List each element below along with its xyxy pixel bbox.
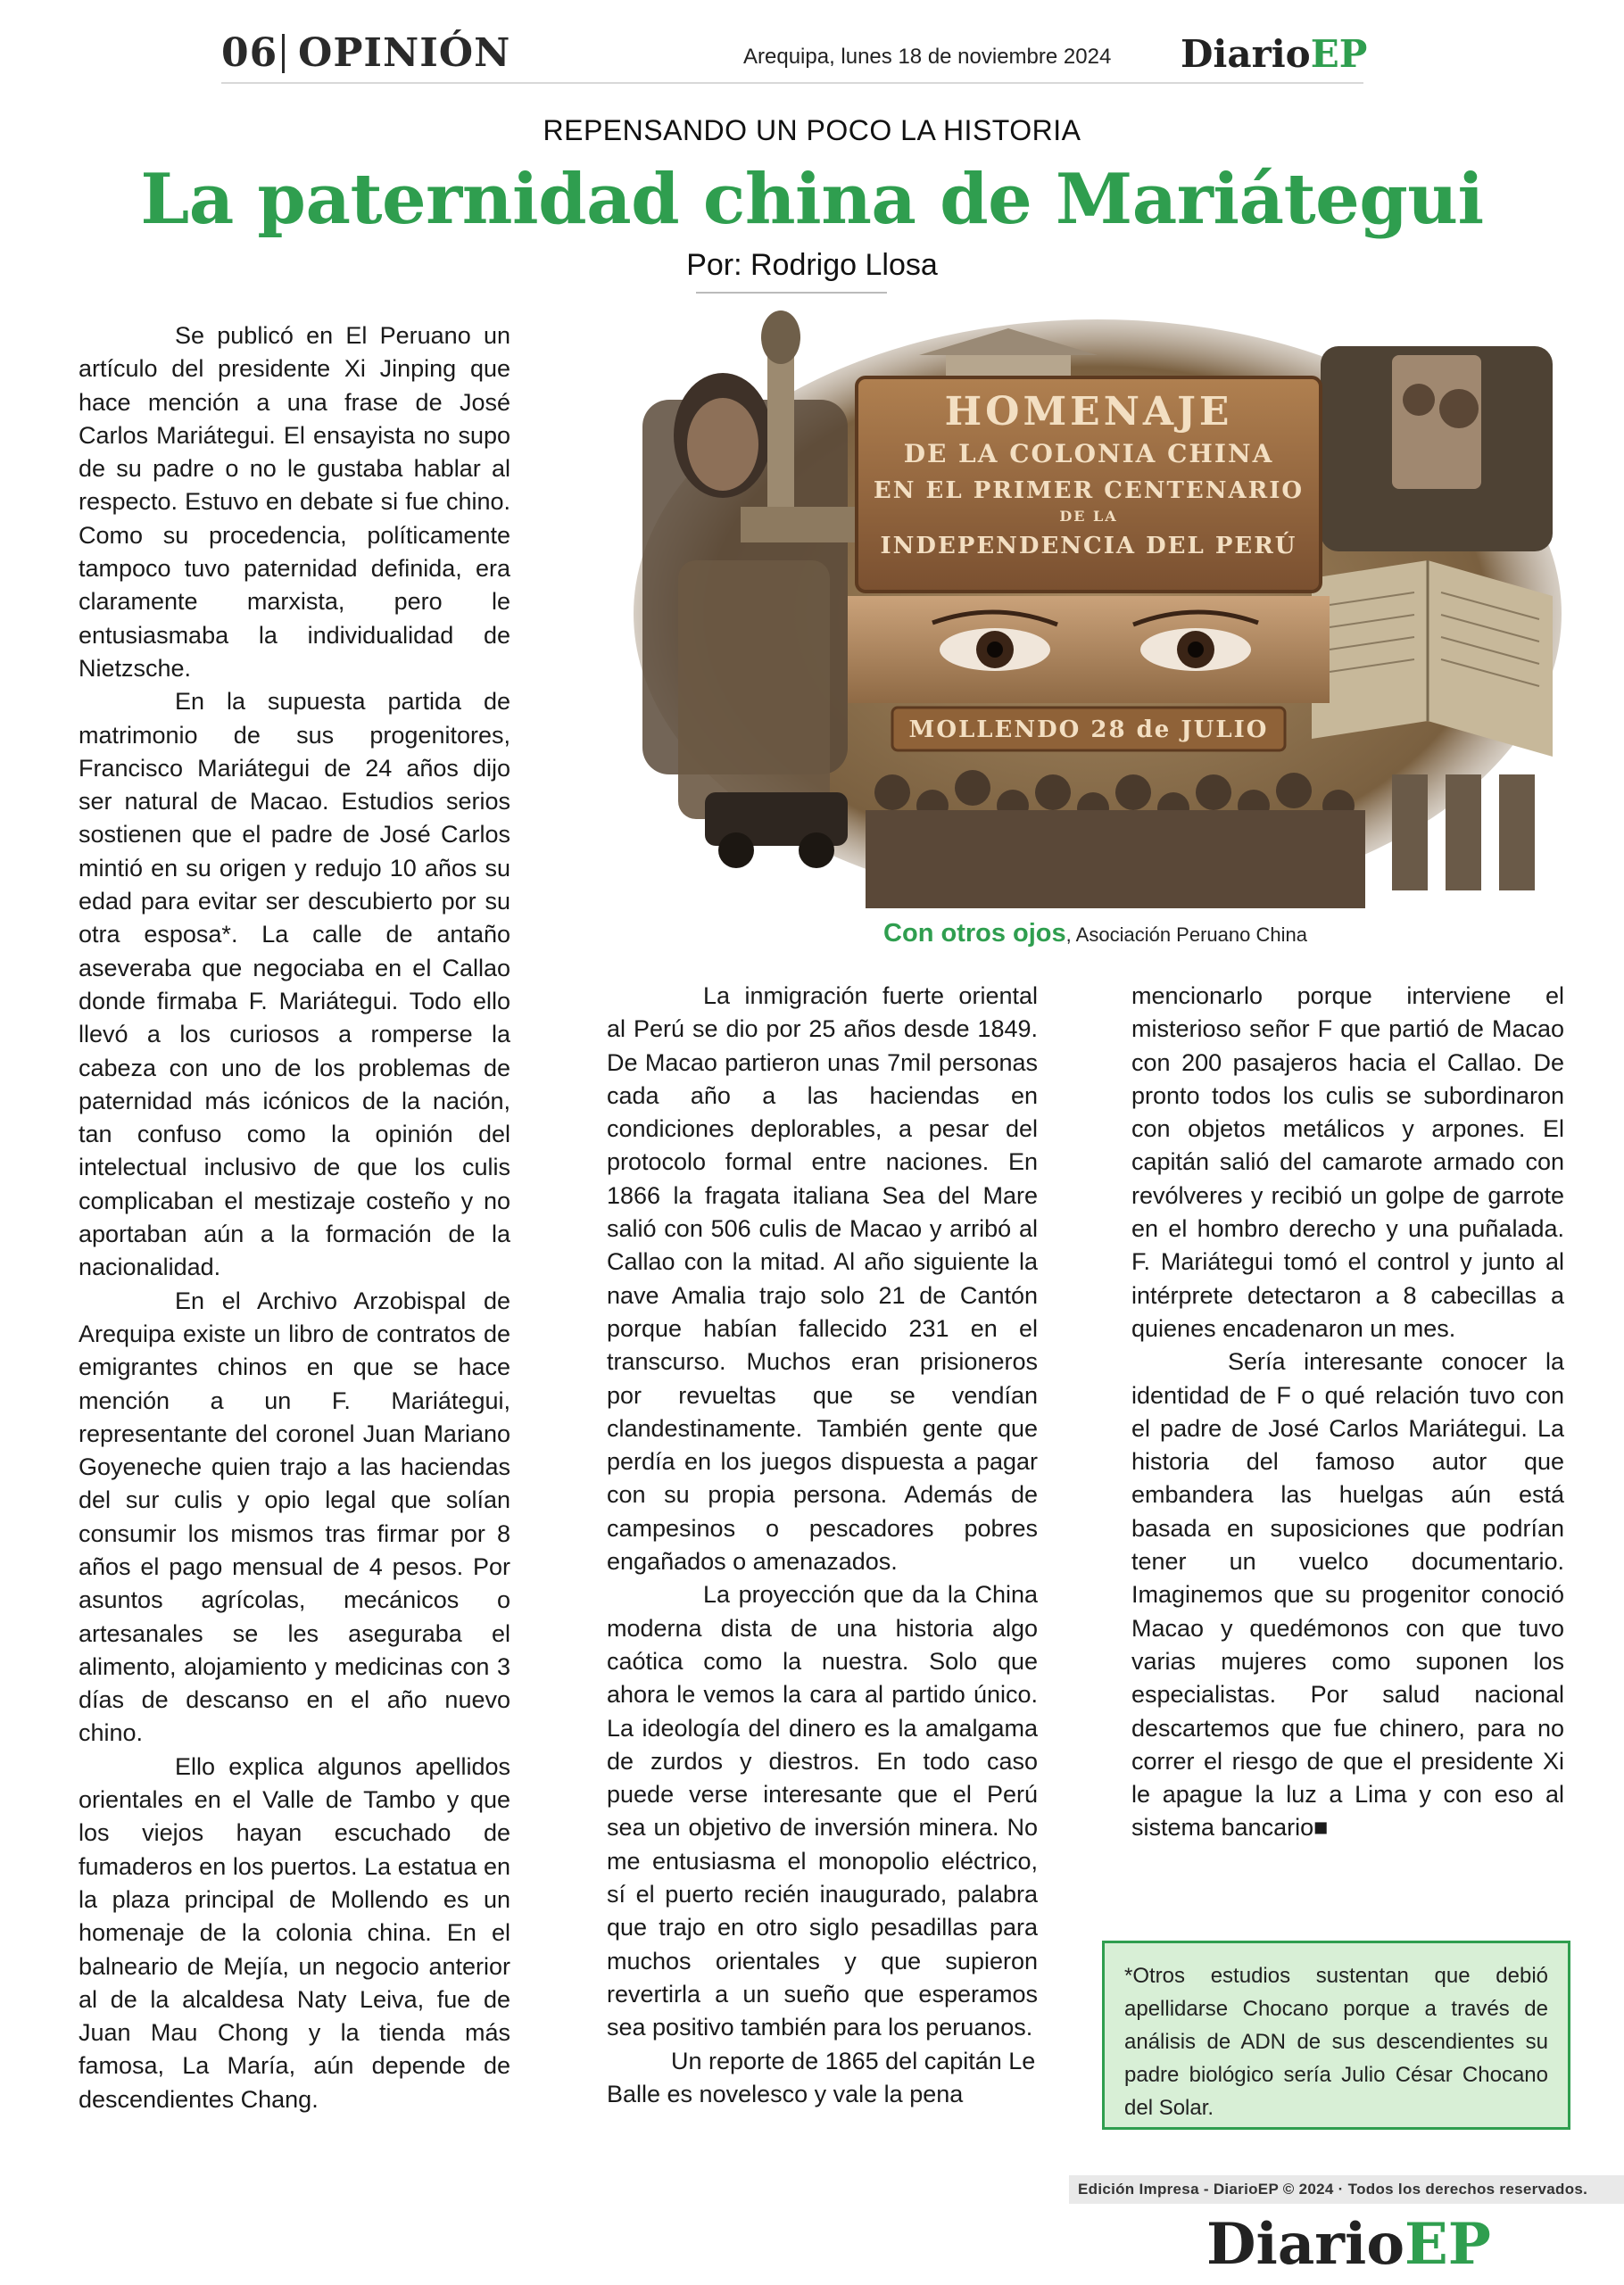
logo-accent: EP <box>1404 2211 1491 2278</box>
end-mark: ■ <box>1313 1814 1329 1842</box>
article-column-3 <box>1131 980 1564 1845</box>
article-column-2 <box>607 980 1038 2111</box>
logo-accent: EP <box>1310 32 1368 76</box>
collage-graphic <box>625 293 1566 917</box>
paragraph: En el Archivo Arzobispal de Arequipa existe un libro de contratos de emigrantes chinos en que se hace mención a un F. Mariátegui, representante del coronel Juan Mariano Goyeneche quien trajo a las haciendas del sur culis y opio legal que solían consumir los mismos tras firmar por 8 años el pago mensual de 4 pesos. Por asuntos agrícolas, mecánicos o artesanales se les aseguraba el alimento, alojamiento y medicinas con 3 días de descanso en el año nuevo chino. <box>79 1287 510 1747</box>
paragraph: En la supuesta partida de matrimonio de sus progenitores, Francisco Mariátegui de 24 años dijo ser natural de Macao. Estudios serios sostienen que el padre de José Carlos mintió en su origen y redujo 10 años su edad para evitar ser descubierto por su otra esposa*. La calle de antaño aseveraba que negociaba en el Callao donde firmaba F. Mariátegui. Todo ello llevó a los curiosos a romperse la cabeza con uno de los problemas de paternidad más icónicos de la nación, tan confuso como la opinión del intelectual inclusivo de que los culis complicaban el mestizaje costeño y no aportaban aún a la formación de la nacionalidad. <box>79 688 510 1281</box>
footer-logo <box>1206 2211 1491 2278</box>
collage-image <box>625 293 1566 917</box>
copyright-notice: Edición Impresa - DiarioEP © 2024 · Todos los derechos reservados. <box>1069 2175 1624 2204</box>
logo-main: Diario <box>1181 32 1311 76</box>
article-kicker: REPENSANDO UN POCO LA HISTORIA <box>543 114 1081 146</box>
paragraph <box>1131 1345 1564 1844</box>
article-headline: La paternidad china de Mariátegui <box>140 159 1484 240</box>
paragraph: Un reporte de 1865 del capitán Le Balle es novelesco y vale la pena <box>607 2047 1036 2107</box>
article-byline: Por: Rodrigo Llosa <box>686 248 938 282</box>
paragraph: La proyección que da la China moderna dista de una historia algo caótica como la nuestra. Solo que ahora le vemos la cara al partido único. La ideología del dinero es la amalgama de zurdos y diestros. En todo caso puede verse interesante que el Perú sea un objetivo de inversión minera. No me entusiasma el monopolio eléctrico, sí el puerto recién inaugurado, palabra que trajo en otro siglo pesadillas para muchos orientales y que supieron revertirla a un sueño que esperamos sea positivo también para los peruanos. <box>607 1581 1038 2041</box>
plaque-line-5: INDEPENDENCIA DEL PERÚ <box>880 533 1297 559</box>
header-logo <box>1181 32 1367 76</box>
section-divider <box>282 34 285 73</box>
paragraph: mencionarlo porque interviene el misterioso señor F que partió de Macao con 200 pasajeros hacia el Callao. De pronto todos los culis se subordinaron con objetos metálicos y arpones. El capitán salió del camarote armado con revólveres y recibió un golpe de garrote en el hombro derecho y una puñalada. F. Mariátegui tomó el control y junto al intérprete detectaron a 8 cabecillas a quienes encadenaron un mes. <box>1131 982 1564 1342</box>
dateline: Arequipa, lunes 18 de noviembre 2024 <box>743 45 1112 69</box>
caption-credit: , Asociación Peruano China <box>1065 923 1307 946</box>
caption-title: Con otros ojos <box>883 919 1066 948</box>
page-header <box>221 27 1368 84</box>
section-number: 06 <box>221 30 278 76</box>
section-name: OPINIÓN <box>298 30 511 76</box>
logo-main: Diario <box>1206 2211 1404 2278</box>
plaque-line-3: EN EL PRIMER CENTENARIO <box>873 477 1305 504</box>
footnote-box: *Otros estudios sustentan que debió apellidarse Chocano porque a través de análisis de ADN de sus descendientes su padre biológico sería Julio César Chocano del Solar. <box>1102 1941 1570 2130</box>
plaque-line-6: MOLLENDO 28 de JULIO <box>908 716 1269 743</box>
article-column-1 <box>79 319 510 2116</box>
plaque-line-1: HOMENAJE <box>944 389 1233 435</box>
paragraph-text: Sería interesante conocer la identidad de F o qué relación tuvo con el padre de José Carlos Mariátegui. La historia del famoso autor que embandera las huelgas aún está basada en suposiciones que podrían tener un vuelco documentario. Imaginemos que su progenitor conoció Macao y quedémonos con que tuvo varias mujeres como suponen los especialistas. Por salud nacional descartemos que fue chinero, para no correr el riesgo de que el presidente Xi le apague la luz a Lima y con eso al sistema bancario <box>1131 1348 1564 1842</box>
paragraph: Ello explica algunos apellidos orientales en el Valle de Tambo y que los viejos hayan escuchado de fumaderos en los puertos. La estatua en la plaza principal de Mollendo es un homenaje de la colonia china. En el balneario de Mejía, un negocio anterior al de la alcaldesa Naty Leiva, fue de Juan Mau Chong y la tienda más famosa, La María, aún depende de descendientes Chang. <box>79 1752 510 2113</box>
paragraph: La inmigración fuerte oriental al Perú se dio por 25 años desde 1849. De Macao partieron unas 7mil personas cada año a las haciendas en condiciones deplorables, a pesar del protocolo formal entre naciones. En 1866 la fragata italiana Sea del Mare salió con 506 culis de Macao y arribó al Callao con la mitad. Al año siguiente la nave Amalia trajo solo 21 de Cantón porque habían fallecido 231 en el transcurso. Muchos eran prisioneros por revueltas que se vendían clandestinamente. También gente que perdía en los juegos dispuesta a pagar con su propia persona. Además de campesinos o pescadores pobres engañados o amenazados. <box>607 982 1038 1576</box>
paragraph: Se publicó en El Peruano un artículo del presidente Xi Jinping que hace mención a una frase de José Carlos Mariátegui. El ensayista no supo de su padre o no le gustaba hablar al respecto. Estuvo en debate si fue chino. Como su procedencia, políticamente tampoco tuvo paternidad definida, era claramente marxista, pero le entusiasmaba la individualidad de Nietzsche. <box>79 322 510 682</box>
image-caption <box>625 919 1566 948</box>
plaque-line-4: DE LA <box>1059 508 1118 525</box>
plaque-line-2: DE LA COLONIA CHINA <box>903 439 1274 468</box>
